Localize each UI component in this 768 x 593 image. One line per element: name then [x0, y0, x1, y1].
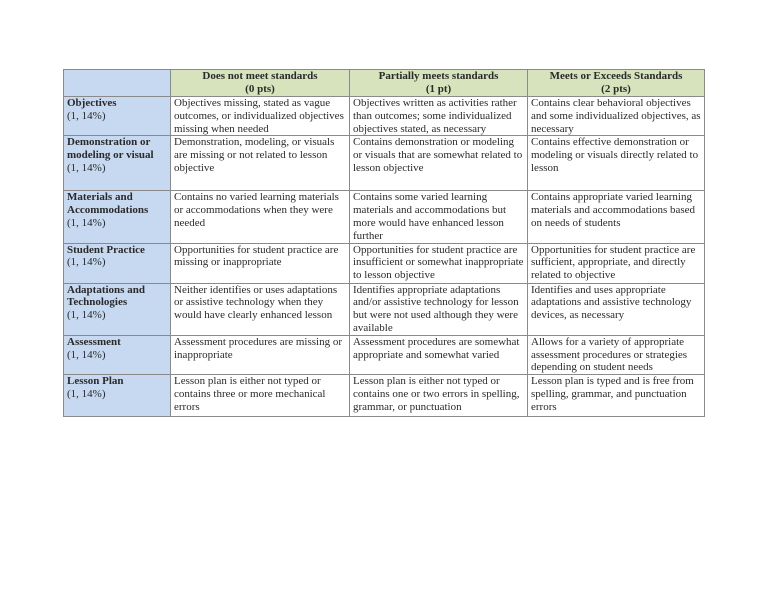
criterion-cell	[64, 283, 171, 335]
cell-meets-exceeds: Contains effective demonstration or modeling or visuals directly related to lesson	[528, 136, 705, 191]
table-row-objectives	[64, 97, 705, 136]
cell-partially-meets: Contains demonstration or modeling or visuals that are somewhat related to lesson objective	[350, 136, 528, 191]
criterion-name: Materials and Accommodations	[67, 191, 149, 217]
cell-partially-meets: Contains some varied learning materials and accommodations but more would have enhanced lesson further	[350, 191, 528, 243]
criterion-name: Assessment	[67, 335, 121, 348]
criterion-name: Adaptations and Technologies	[67, 283, 145, 309]
header-points: (0 pts)	[245, 82, 275, 95]
criterion-weight: (1, 14%)	[67, 109, 106, 122]
criterion-name: Lesson Plan	[67, 375, 124, 388]
criterion-weight: (1, 14%)	[67, 256, 106, 269]
table-row-demonstration	[64, 136, 705, 191]
table-row-student-practice	[64, 243, 705, 283]
rubric-table	[63, 69, 705, 417]
criterion-cell	[64, 191, 171, 243]
criterion-cell	[64, 335, 171, 374]
header-title: Does not meet standards	[202, 70, 318, 82]
header-title: Meets or Exceeds Standards	[549, 70, 683, 82]
header-points: (1 pt)	[425, 82, 452, 95]
cell-does-not-meet: Neither identifies or uses adaptations or assistive technology when they would have clearly enhanced lesson	[171, 283, 350, 335]
corner-cell	[64, 70, 171, 97]
cell-partially-meets: Lesson plan is either not typed or contains one or two errors in spelling, grammar, or punctuation	[350, 375, 528, 417]
cell-does-not-meet: Objectives missing, stated as vague outcomes, or individualized objectives missing when needed	[171, 97, 350, 136]
cell-meets-exceeds: Opportunities for student practice are sufficient, appropriate, and directly related to objective	[528, 243, 705, 283]
criterion-name: Objectives	[67, 97, 117, 109]
cell-meets-exceeds: Allows for a variety of appropriate assessment procedures or strategies depending on student needs	[528, 335, 705, 374]
cell-does-not-meet: Opportunities for student practice are missing or inappropriate	[171, 243, 350, 283]
criterion-cell	[64, 243, 171, 283]
table-row-materials	[64, 191, 705, 243]
header-meets-exceeds	[528, 70, 705, 97]
header-does-not-meet	[171, 70, 350, 97]
cell-meets-exceeds: Lesson plan is typed and is free from spelling, grammar, and punctuation errors	[528, 375, 705, 417]
criterion-weight: (1, 14%)	[67, 387, 106, 400]
cell-does-not-meet: Lesson plan is either not typed or contains three or more mechanical errors	[171, 375, 350, 417]
cell-partially-meets: Assessment procedures are somewhat appropriate and somewhat varied	[350, 335, 528, 374]
cell-does-not-meet: Contains no varied learning materials or accommodations when they were needed	[171, 191, 350, 243]
header-row	[64, 70, 705, 97]
cell-does-not-meet: Assessment procedures are missing or inappropriate	[171, 335, 350, 374]
cell-partially-meets: Objectives written as activities rather than outcomes; some individualized objectives stated, as necessary	[350, 97, 528, 136]
header-title: Partially meets standards	[378, 70, 499, 82]
criterion-cell	[64, 136, 171, 191]
criterion-weight: (1, 14%)	[67, 216, 106, 229]
cell-does-not-meet: Demonstration, modeling, or visuals are missing or not related to lesson objective	[171, 136, 350, 191]
header-points: (2 pts)	[601, 82, 631, 95]
criterion-cell	[64, 375, 171, 417]
criterion-weight: (1, 14%)	[67, 348, 106, 361]
cell-meets-exceeds: Identifies and uses appropriate adaptations and assistive technology devices, as necessary	[528, 283, 705, 335]
header-partially-meets	[350, 70, 528, 97]
criterion-weight: (1, 14%)	[67, 161, 106, 174]
table-row-adaptations	[64, 283, 705, 335]
cell-meets-exceeds: Contains appropriate varied learning materials and accommodations based on needs of students	[528, 191, 705, 243]
criterion-name: Demonstration or modeling or visual	[67, 136, 154, 162]
criterion-cell	[64, 97, 171, 136]
cell-partially-meets: Opportunities for student practice are insufficient or somewhat inappropriate to lesson objective	[350, 243, 528, 283]
table-row-lesson-plan	[64, 375, 705, 417]
criterion-weight: (1, 14%)	[67, 309, 106, 322]
cell-partially-meets: Identifies appropriate adaptations and/or assistive technology for lesson but were not used although they were available	[350, 283, 528, 335]
table-row-assessment	[64, 335, 705, 374]
criterion-name: Student Practice	[67, 243, 145, 256]
cell-meets-exceeds: Contains clear behavioral objectives and some individualized objectives, as necessary	[528, 97, 705, 136]
